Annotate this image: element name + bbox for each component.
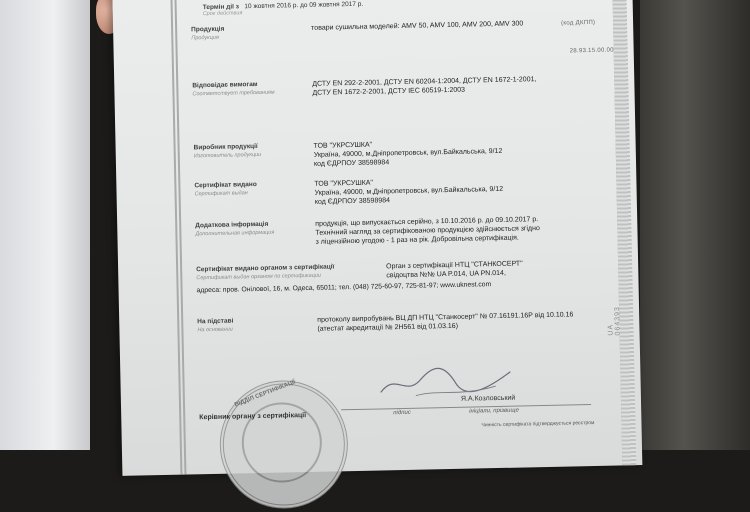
requirements-line: ДСТУ EN 1672-2-2001, ДСТУ IEC 60519-1:2003 <box>312 86 466 97</box>
holder-line: ТОВ "УКРСУШКА" <box>314 179 374 188</box>
initials-label: ініціали, прізвище <box>469 407 519 415</box>
serial-number: UA 064393 <box>607 306 622 336</box>
certificate-sheet <box>112 0 642 476</box>
basis-label: На підставі <box>197 317 234 326</box>
manufacturer-line: код ЄДРПОУ 38598984 <box>313 159 390 168</box>
term-sublabel: Срок действия <box>202 10 243 18</box>
issuer-line: свідоцтва №№ UA P.014, UA PN.014, <box>386 269 506 280</box>
issuer-sublabel: Сертификат выдан органом по сертификации <box>196 272 322 282</box>
product-code-label: (код ДКПП) <box>561 19 596 27</box>
sign-label: підпис <box>393 409 411 417</box>
manufacturer-line: Україна, 49000, м.Дніпропетровськ, вул.Байкальська, 9/12 <box>313 147 503 159</box>
head-label: Керівник органу з сертифікації <box>199 412 307 422</box>
product-sublabel: Продукция <box>191 34 219 42</box>
manufacturer-sublabel: Изготовитель продукции <box>193 151 262 160</box>
product-value: товари сушильна моделей: AMV 50, AMV 100, AMV 200, AMV 300 <box>311 20 524 32</box>
requirements-sublabel: Соответствует требованиям <box>192 89 275 98</box>
additional-sublabel: Дополнительная информация <box>195 229 275 238</box>
additional-line: з ліцензійною угодою - 1 раз на рік. Добровільна сертифікація. <box>315 234 519 246</box>
term-value: 10 жовтня 2016 р. до 09 жовтня 2017 р. <box>244 0 364 11</box>
footnote-text: Чинність сертифіката підтверджується реєстром <box>481 419 595 429</box>
holder-line: Україна, 49000, м.Дніпропетровськ, вул.Байкальська, 9/12 <box>314 185 504 197</box>
additional-line: Технічний нагляд за сертифікованою продукцією здійснюється згідно <box>315 225 540 237</box>
product-code-value: 28.93.15.00.00 <box>569 47 614 55</box>
issuer-line: Орган з сертифікації НТЦ "СТАНКОСЕРТ" <box>386 260 523 271</box>
product-label: Продукція <box>191 25 225 34</box>
signatory-name: Я.А.Козловський <box>460 394 516 403</box>
round-seal-icon <box>219 379 350 510</box>
term-label: Термін дії з <box>202 3 240 12</box>
basis-line: (атестат акредитації № 2Н561 від 01.03.16) <box>317 322 459 333</box>
holder-sublabel: Сертификат выдан <box>194 190 248 198</box>
additional-line: продукція, що випускається серійно, з 10.10.2016 р. до 09.10.2017 р. <box>315 216 539 228</box>
basis-line: протоколу випробувань ВЦ ДП НТЦ "Станкосерт" № 07.16191.16Р від 10.10.16 <box>317 311 574 324</box>
holder-line: код ЄДРПОУ 38598984 <box>314 197 391 206</box>
additional-label: Додаткова інформація <box>195 220 269 230</box>
issuer-address: адреса: пров. Онілової, 16, м. Одеса, 65011; тел. (048) 725-60-97, 725-81-97; www.uknest.com <box>196 281 492 295</box>
seal-text: ВІДДІЛ СЕРТИФІКАЦІЇ <box>233 379 297 409</box>
desk-right-surface <box>640 0 750 450</box>
desk-left-surface <box>0 0 90 450</box>
manufacturer-line: ТОВ "УКРСУШКА" <box>313 141 373 150</box>
holder-label: Сертифікат видано <box>194 181 257 190</box>
requirements-line: ДСТУ EN 292-2-2001, ДСТУ EN 60204-1:2004, ДСТУ EN 1672-1-2001, <box>312 76 537 88</box>
issuer-label: Сертифікат видано органом з сертифікації <box>196 263 335 274</box>
basis-sublabel: На основании <box>197 326 233 334</box>
requirements-label: Відповідає вимогам <box>192 80 258 90</box>
manufacturer-label: Виробник продукції <box>193 142 258 152</box>
